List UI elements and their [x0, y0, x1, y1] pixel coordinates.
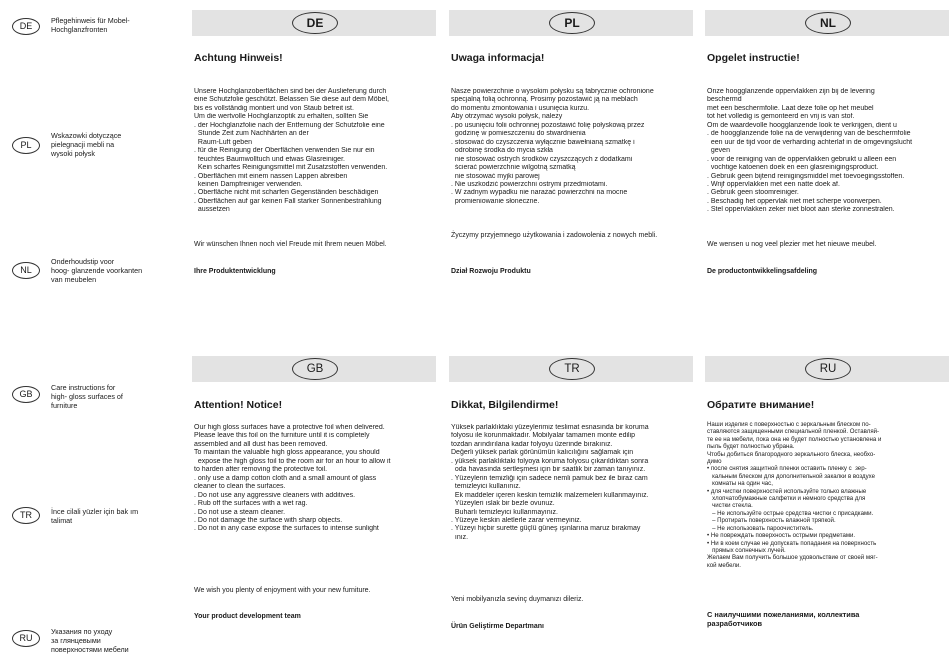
sidebar-item-label: Wskazowki dotyczące pielegnacji mebli na wysoki połysk — [51, 131, 122, 158]
body-line: . Oberfläche nicht mit scharfen Gegenständen beschädigen — [194, 189, 379, 197]
body-line: – Не используйте острые средства чистки с присадками. — [707, 509, 874, 517]
body-line: beschermd — [707, 96, 742, 104]
body-line: Nasze powierzchnie o wysokim połysku są fabrycznie ochronione — [451, 88, 654, 95]
panel-signature: Ürün Geliştirme Departmanı — [451, 623, 544, 630]
panel-title: Attention! Notice! — [194, 399, 283, 411]
body-line: Om de waardevolle hoogglanzende look te verkrijgen, dient u — [707, 121, 897, 129]
body-line: temizleyici kullanınız. — [451, 483, 521, 491]
sidebar-item-label: Onderhoudstip voor hoog- glanzende voorkanten van meubelen — [51, 257, 143, 284]
panel-header — [449, 356, 693, 382]
language-code-badge: TR — [549, 358, 595, 380]
body-line: ınız. — [451, 533, 469, 541]
body-line: • для чистки поверхностей используйте только влажные — [707, 487, 867, 495]
body-line: promieniowanie słoneczne. — [451, 197, 540, 205]
body-line: кой мебели. — [707, 561, 741, 569]
body-line: . Gebruik geen bijtend reinigingsmiddel met toevoegingsstoffen. — [707, 172, 905, 180]
panel-closing: С наилучшими пожеланиями, коллектива — [707, 610, 860, 619]
panel-body — [451, 424, 693, 542]
panel-header — [192, 10, 436, 36]
body-line: met een beschermfolie. Laat deze folie op het meubel — [707, 104, 874, 112]
body-line: nie stosować myjki parowej — [451, 172, 540, 180]
panel-body — [194, 424, 436, 534]
body-line: . Nie uszkodzić powierzchni ostrymi przedmiotami. — [451, 180, 608, 188]
sidebar-item-label: Pflegehinweis für Mobel- Hochglanzfronten — [51, 16, 130, 34]
panel-signature: De productontwikkelingsafdeling — [707, 268, 818, 275]
body-line: godzinę w pomieszczeniu do stwardnienia — [451, 130, 586, 138]
panel-ru — [705, 356, 949, 656]
panel-signature: разработчиков — [707, 619, 763, 628]
body-line: кальным блеском для дополнительной закалки в воздухе — [707, 472, 875, 480]
body-line: Um die wertvolle Hochglanzoptik zu erhalten, sollten Sie — [194, 113, 369, 121]
body-line: assembled and all dust has been removed. — [194, 440, 328, 448]
panel-header — [705, 356, 949, 382]
body-line: . Do not use any aggressive cleaners with additives. — [194, 491, 356, 499]
panel-header — [449, 10, 693, 36]
body-line: . Do not use a steam cleaner. — [194, 508, 286, 516]
body-line: to harden after removing the protective foil. — [194, 466, 328, 474]
panel-signature: Ihre Produktentwicklung — [194, 268, 276, 275]
body-line: bis es vollständig montiert und von Staub befreit ist. — [194, 104, 354, 112]
body-line: Our high gloss surfaces have a protective foil when delivered. — [194, 424, 385, 431]
panel-nl — [705, 10, 949, 280]
panel-title: Achtung Hinweis! — [194, 52, 283, 64]
panel-title: Обратите внимание! — [707, 399, 815, 411]
body-line: Чтобы добиться благородного зеркального блеска, необхо- — [707, 450, 876, 458]
body-line: . Yüzeyi hiçbir surette güçlü güneş ışınlarına maruz bırakmay — [451, 525, 641, 533]
body-line: чистки стекла. — [707, 502, 753, 510]
panel-closing: Życzymy przyjemnego użytkowania i zadowolenia z nowych mebli. — [451, 232, 658, 239]
body-line: . Stel oppervlakken zeker niet bloot aan sterke zonnestralen. — [707, 206, 895, 214]
panel-tr — [449, 356, 693, 656]
body-line: Onze hoogglanzende oppervlakken zijn bij de levering — [707, 88, 875, 95]
panel-closing: We wish you plenty of enjoyment with your new furniture. — [194, 587, 371, 594]
body-line: . voor de reiniging van de oppervlakken gebruikt u alleen een — [707, 155, 897, 163]
panel-body — [707, 88, 949, 215]
panel-closing: Yeni mobilyanızla sevinç duymanızı dileriz. — [451, 596, 584, 603]
body-line: Желаем Вам получить большое удовольствие от своей мяг- — [707, 554, 878, 562]
sidebar-item-label: Указания по уходу за глянцевыми поверхностями мебели — [51, 627, 129, 654]
language-code-badge: NL — [12, 262, 40, 279]
body-line: . Yüzeylerin temizliği için sadece nemli pamuk bez ile biraz cam — [451, 474, 648, 482]
panel-closing: We wensen u nog veel plezier met het nieuwe meubel. — [707, 241, 877, 248]
body-line: . für die Reinigung der Oberflächen verwenden Sie nur ein — [194, 147, 375, 155]
panel-title: Dikkat, Bilgilendirme! — [451, 399, 559, 411]
body-line: . Rub off the surfaces with a wet rag. — [194, 500, 308, 508]
sidebar-item-label: İnce cilali yüzler için bak ım talimat — [51, 507, 139, 525]
body-line: . Beschadig het oppervlak niet met scherpe voorwerpen. — [707, 197, 882, 205]
panel-body — [194, 88, 436, 215]
language-code-badge: DE — [292, 12, 338, 34]
body-line: пыль будет полностью убрана. — [707, 443, 795, 451]
body-line: To maintain the valuable high gloss appearance, you should — [194, 449, 380, 457]
panel-header — [705, 10, 949, 36]
panel-signature: Your product development team — [194, 613, 301, 620]
sidebar-item-label: Care instructions for high- gloss surfaces of furniture — [51, 383, 123, 410]
body-line: ścierać powierzchnie wilgotną szmatką — [451, 164, 576, 172]
body-line: прямых солнечных лучей. — [707, 546, 786, 554]
body-line: tot het volledig is gemonteerd en vrij is van stof. — [707, 113, 855, 121]
language-code-badge: RU — [12, 630, 40, 647]
body-line: – Протирать поверхность влажной тряпкой. — [707, 517, 836, 525]
body-line: aussetzen — [194, 206, 230, 214]
panel-de — [192, 10, 436, 280]
language-code-badge: GB — [292, 358, 338, 380]
body-line: specjalną folią ochronną. Prosimy pozostawić ją na meblach — [451, 96, 638, 104]
body-line: expose the high gloss foil to the room air for an hour to allow it — [194, 457, 391, 465]
body-line: комнаты на один час, — [707, 480, 773, 488]
body-line: vochtige katoenen doek en een glasreinigingsproduct. — [707, 164, 879, 172]
body-line: geven — [707, 147, 730, 155]
body-line: feuchtes Baumwolltuch und etwas Glasreiniger. — [194, 155, 345, 163]
body-line: . de hoogglanzende folie na de verwijdering van de beschermfolie — [707, 130, 911, 138]
body-line: nie stosować ostrych środków czyszczących z dodatkami — [451, 155, 633, 163]
panel-pl — [449, 10, 693, 280]
body-line: • Ни в коем случае не допускать попадания на поверхность — [707, 539, 877, 547]
language-code-badge: GB — [12, 386, 40, 403]
body-line: Kein scharfes Reinigungsmittel mit Zusatzstoffen verwenden. — [194, 164, 388, 172]
body-line: . Gebruik geen stoomreiniger. — [707, 189, 799, 197]
panel-body — [451, 88, 693, 206]
language-code-badge: DE — [12, 18, 40, 35]
body-line: . Oberflächen auf gar keinen Fall starker Sonnenbestrahlung — [194, 197, 382, 205]
body-line: . W żadnym wypadku nie narażać powierzchni na mocne — [451, 189, 628, 197]
body-line: Raum-Luft geben — [194, 138, 252, 146]
body-line: eine Schutzfolie geschützt. Belassen Sie diese auf dem Möbel, — [194, 96, 389, 104]
body-line: . Do not damage the surface with sharp objects. — [194, 516, 343, 524]
language-code-badge: PL — [549, 12, 595, 34]
body-line: Buharlı temizleyici kullanmayınız. — [451, 508, 558, 516]
panel-title: Opgelet instructie! — [707, 52, 800, 64]
body-line: димо — [707, 458, 722, 466]
body-line: oda havasında sertleşmesi için bir saatlik bir zaman tanıyınız. — [451, 466, 646, 474]
body-line: folyosu ile korunmaktadır. Mobilyalar tamamen monte edilip — [451, 432, 636, 440]
body-line: • Не повреждать поверхность острыми предметами. — [707, 532, 856, 540]
body-line: Aby otrzymać wysoki połysk, należy — [451, 113, 563, 121]
body-line: Please leave this foil on the furniture until it is completely — [194, 432, 370, 440]
body-line: . der Hochglanzfolie nach der Entfernung der Schutzfolie eine — [194, 121, 385, 129]
panel-title: Uwaga informacja! — [451, 52, 545, 64]
language-code-badge: TR — [12, 507, 40, 524]
body-line: • после снятия защитной пленки оставить пленку с зер- — [707, 465, 867, 473]
body-line: . only use a damp cotton cloth and a small amount of glass — [194, 474, 377, 482]
body-line: . Oberflächen mit einem nassen Lappen abreiben — [194, 172, 348, 180]
body-line: tozdan arındırılana kadar folyoyu üzerinde bırakınız. — [451, 440, 613, 448]
panel-header — [192, 356, 436, 382]
body-line: . Yüzeye keskin aletlerle zarar vermeyiniz. — [451, 516, 582, 524]
panel-signature: Dział Rozwoju Produktu — [451, 268, 531, 275]
language-code-badge: PL — [12, 137, 40, 154]
body-line: те ее на мебели, пока она не будет полностью установлена и — [707, 435, 882, 443]
body-line: Stunde Zeit zum Nachhärten an der — [194, 130, 309, 138]
body-line: хлопчатобумажные салфетки и немного средства для — [707, 495, 866, 503]
body-line: cleaner to clean the surfaces. — [194, 483, 286, 491]
body-line: keinen Dampfreiniger verwenden. — [194, 180, 303, 188]
body-line: . yüksek parlaklıktaki folyoya koruma folyosu çıkarıldıktan sonra — [451, 457, 649, 465]
body-line: . po usunięciu folii ochronnej pozostawić folię połyskową przez — [451, 121, 645, 129]
panel-gb — [192, 356, 436, 656]
body-line: odrobinę środka do mycia szkła — [451, 147, 553, 155]
body-line: Наши изделия с поверхностью с зеркальным блеском по- — [707, 421, 871, 428]
body-line: Ek maddeler içeren keskin temizlik malzemeleri kullanmayınız. — [451, 491, 649, 499]
language-code-badge: RU — [805, 358, 851, 380]
body-line: Yüksek parlaklıktaki yüzeylerimiz teslimat esnasında bir koruma — [451, 424, 649, 431]
body-line: ставляются защищенными специальной пленкой. Оставляй- — [707, 428, 880, 436]
panel-closing: Wir wünschen Ihnen noch viel Freude mit Ihrem neuen Möbel. — [194, 241, 387, 248]
body-line: . stosować do czyszczenia wyłącznie bawełnianą szmatkę i — [451, 138, 635, 146]
body-line: Unsere Hochglanzoberflächen sind bei der Auslieferung durch — [194, 88, 387, 95]
body-line: – Не использовать пароочиститель. — [707, 524, 814, 532]
body-line: . Do not in any case expose the surfaces to intense sunlight — [194, 525, 379, 533]
panel-body — [707, 421, 949, 569]
body-line: do momentu zmontowania i usunięcia kurzu. — [451, 104, 590, 112]
body-line: Değerli yüksek parlak görünümün kalıcılığını sağlamak için — [451, 449, 634, 457]
body-line: . Wrijf oppervlakken met een natte doek af. — [707, 180, 840, 188]
body-line: een uur de tijd voor de verharding achterlaf in de omgevingslucht — [707, 138, 913, 146]
body-line: Yüzeyleri ıslak bir bezle ovunuz. — [451, 500, 555, 508]
language-code-badge: NL — [805, 12, 851, 34]
